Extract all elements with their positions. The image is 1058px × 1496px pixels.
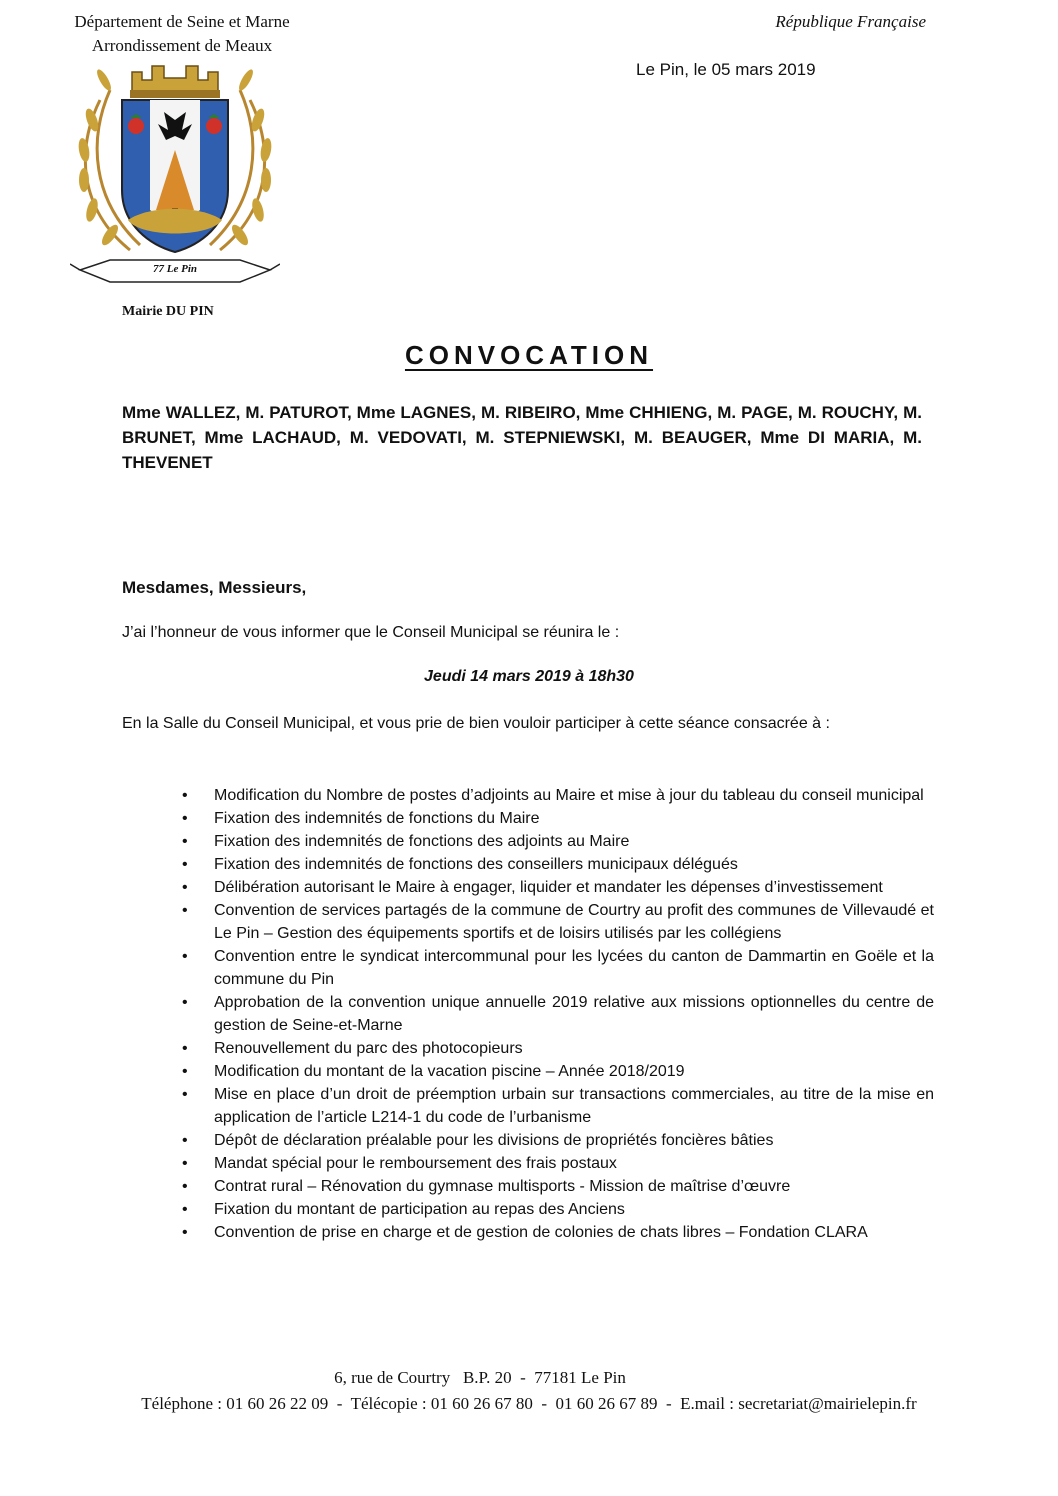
agenda-item: • Modification du Nombre de postes d’adjoints au Maire et mise à jour du tableau du conseil municipal [178, 784, 934, 807]
agenda-item: • Mandat spécial pour le remboursement des frais postaux [178, 1152, 934, 1175]
document-title-text: CONVOCATION [404, 340, 654, 370]
agenda-item: • Convention de services partagés de la commune de Courtry au profit des communes de Villevaudé et Le Pin – Gestion des équipements sportifs et de loisirs utilisés par les collégiens [178, 899, 934, 945]
agenda-item: • Fixation des indemnités de fonctions du Maire [178, 807, 934, 830]
footer-address: 6, rue de Courtry B.P. 20 - 77181 Le Pin [334, 1368, 626, 1387]
intro-text: J’ai l’honneur de vous informer que le Conseil Municipal se réunira le : [122, 624, 620, 641]
republic-label: République Française [775, 12, 926, 31]
agenda-item: • Contrat rural – Rénovation du gymnase multisports - Mission de maîtrise d’œuvre [178, 1175, 934, 1198]
agenda-item: • Mise en place d’un droit de préemption urbain sur transactions commerciales, au titre de la mise en application de l’article L214-1 du code de l’urbanisme [178, 1083, 934, 1129]
agenda-item: • Délibération autorisant le Maire à engager, liquider et mandater les dépenses d’investissement [178, 876, 934, 899]
meeting-place: En la Salle du Conseil Municipal, et vous prie de bien vouloir participer à cette séance consacrée à : [122, 715, 830, 732]
agenda-item: • Fixation du montant de participation au repas des Anciens [178, 1198, 934, 1221]
letter-date: Le Pin, le 05 mars 2019 [636, 60, 816, 79]
department-header [0, 10, 364, 58]
document-title [0, 340, 1058, 371]
agenda-item: • Convention entre le syndicat intercommunal pour les lycées du canton de Dammartin en Goële et la commune du Pin [178, 945, 934, 991]
agenda-item: • Convention de prise en charge et de gestion de colonies de chats libres – Fondation CLARA [178, 1221, 934, 1244]
recipients-list: Mme WALLEZ, M. PATUROT, Mme LAGNES, M. RIBEIRO, Mme CHHIENG, M. PAGE, M. ROUCHY, M. BRUNET, Mme LACHAUD, M. VEDOVATI, M. STEPNIEWSKI, M. BEAUGER, Mme DI MARIA, M. THEVENET [122, 403, 922, 472]
meeting-date: Jeudi 14 mars 2019 à 18h30 [424, 668, 634, 685]
agenda-item: • Approbation de la convention unique annuelle 2019 relative aux missions optionnelles du centre de gestion de Seine-et-Marne [178, 991, 934, 1037]
agenda-item: • Fixation des indemnités de fonctions des conseillers municipaux délégués [178, 853, 934, 876]
greeting: Mesdames, Messieurs, [122, 578, 307, 597]
footer-contact: Téléphone : 01 60 26 22 09 - Télécopie : 01 60 26 67 80 - 01 60 26 67 89 - E.mail : secretariat@mairielepin.fr [141, 1394, 917, 1413]
agenda-item: • Dépôt de déclaration préalable pour les divisions de propriétés foncières bâties [178, 1129, 934, 1152]
department-line: Département de Seine et Marne [74, 12, 290, 31]
arrondissement-line: Arrondissement de Meaux [91, 36, 273, 55]
coat-of-arms-icon [70, 60, 280, 290]
agenda-list [178, 784, 934, 1244]
agenda-item: • Modification du montant de la vacation piscine – Année 2018/2019 [178, 1060, 934, 1083]
crest-banner-label: 77 Le Pin [153, 263, 197, 275]
agenda-item: • Fixation des indemnités de fonctions des adjoints au Maire [178, 830, 934, 853]
agenda-item: • Renouvellement du parc des photocopieurs [178, 1037, 934, 1060]
mairie-label: Mairie DU PIN [122, 304, 214, 319]
